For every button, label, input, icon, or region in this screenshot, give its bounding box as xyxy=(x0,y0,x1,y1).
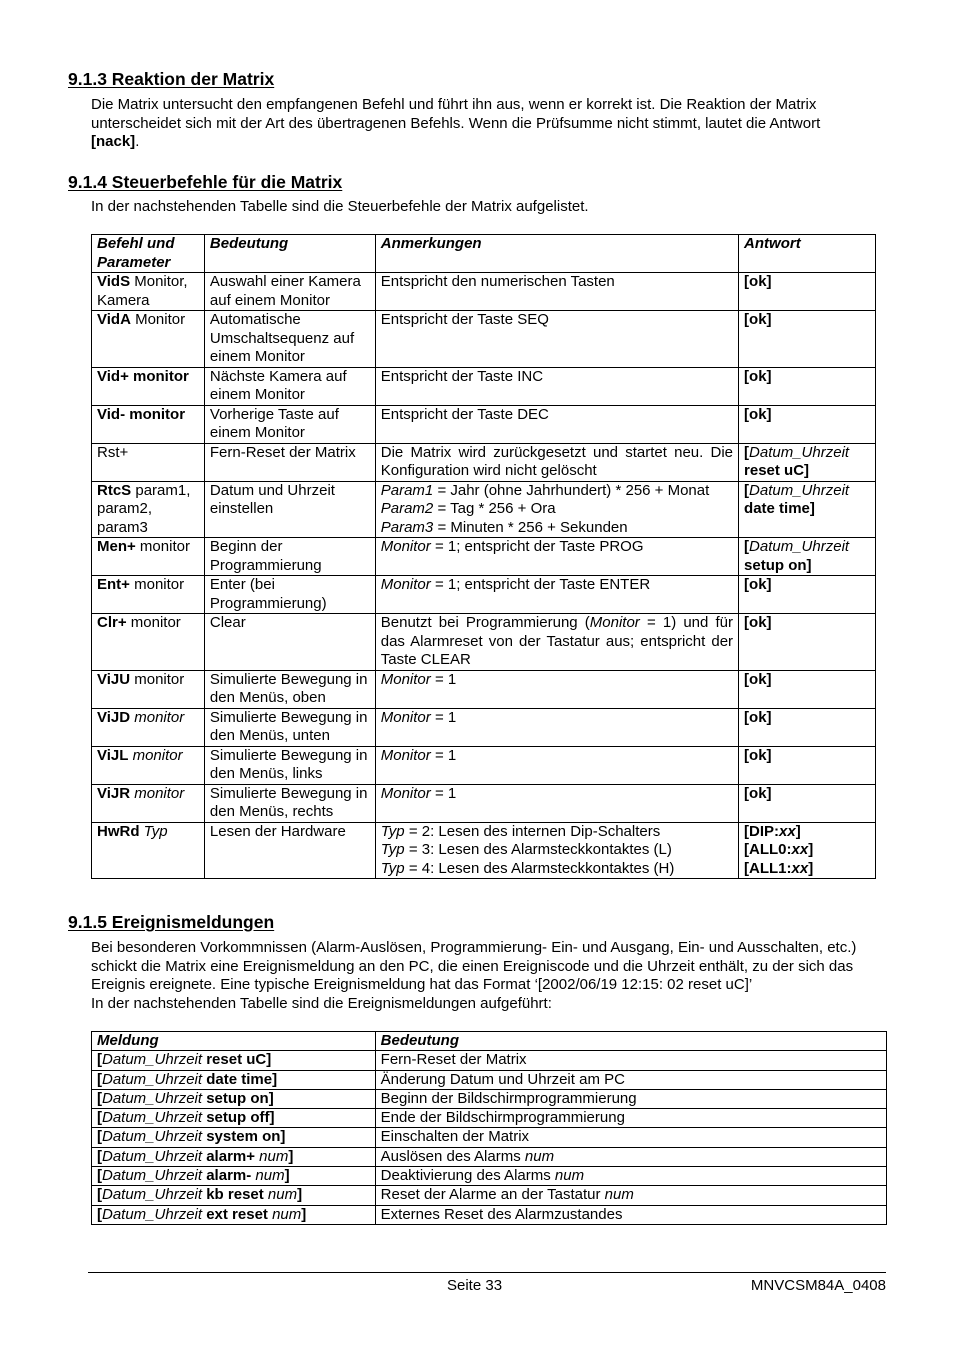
meaning-cell: Beginn der Programmierung xyxy=(204,538,375,576)
command-cell xyxy=(92,670,205,708)
meaning-cell: Datum und Uhrzeit einstellen xyxy=(204,481,375,538)
param-name: Monitor xyxy=(380,708,431,726)
answer-var: xx xyxy=(791,841,809,858)
answer-cell xyxy=(739,311,876,368)
meaning-cell: Simulierte Bewegung in den Menüs, oben xyxy=(204,670,375,708)
note-text: = 1 xyxy=(430,746,457,764)
table-row xyxy=(92,1128,887,1147)
command-cell xyxy=(92,405,205,443)
table-row xyxy=(92,1089,887,1108)
param-text: = Jahr (ohne Jahrhundert) * 256 + Monat xyxy=(433,481,710,499)
bracket: [ xyxy=(97,1147,102,1165)
answer-text: [ok] xyxy=(744,746,772,764)
paragraph-text: In der nachstehenden Tabelle sind die Ereignismeldungen aufgeführt: xyxy=(91,994,552,1012)
note-cell: Entspricht den numerischen Tasten xyxy=(375,273,738,311)
timestamp-var: Datum_Uhrzeit xyxy=(102,1167,203,1185)
param-name: Param3 xyxy=(380,518,434,536)
paragraph-9-1-3 xyxy=(91,96,891,152)
period: . xyxy=(135,133,140,150)
event-message-cell xyxy=(92,1167,376,1186)
param-text: = Tag * 256 + Ora xyxy=(433,500,556,517)
param-name: Param2 xyxy=(380,500,434,517)
header-bedeutung: Bedeutung xyxy=(204,235,375,273)
event-code: reset uC] xyxy=(202,1051,272,1069)
event-message-cell xyxy=(92,1205,376,1224)
event-message-cell xyxy=(92,1109,376,1128)
event-meaning-cell xyxy=(375,1167,886,1186)
meaning-cell: Clear xyxy=(204,614,375,671)
answer-cell xyxy=(739,481,876,538)
note-cell: Entspricht der Taste SEQ xyxy=(375,311,738,368)
bracket: [ xyxy=(97,1051,102,1069)
answer-text: [ALL0: xyxy=(744,841,792,858)
note-cell xyxy=(375,576,738,614)
timestamp-var: Datum_Uhrzeit xyxy=(102,1089,203,1107)
answer-text: [ok] xyxy=(744,273,772,290)
command-name: VidA xyxy=(97,311,131,328)
note-cell xyxy=(375,670,738,708)
table-row xyxy=(92,538,876,576)
event-code: system on] xyxy=(202,1128,286,1146)
command-cell xyxy=(92,746,205,784)
note-text: = 1) und für das Alarmreset von der Tastatur aus; entspricht der Taste CLEAR xyxy=(380,614,734,668)
num-var: num xyxy=(267,1205,302,1223)
answer-cell xyxy=(739,405,876,443)
event-code: date time] xyxy=(202,1070,278,1088)
timestamp-var: Datum_Uhrzeit xyxy=(102,1128,203,1146)
table-row xyxy=(92,481,876,538)
command-cell xyxy=(92,538,205,576)
param-name: Monitor xyxy=(380,538,431,555)
meaning-cell: Enter (bei Programmierung) xyxy=(204,576,375,614)
command-name: Vid- monitor xyxy=(97,405,186,423)
table-header-row xyxy=(92,235,876,273)
param-name: Monitor xyxy=(589,614,640,631)
command-param: monitor xyxy=(130,708,185,726)
paragraph-9-1-5 xyxy=(91,939,886,1013)
event-message-cell xyxy=(92,1147,376,1166)
meaning-cell: Simulierte Bewegung in den Menüs, rechts xyxy=(204,784,375,822)
bracket: ] xyxy=(284,1167,290,1185)
event-meaning-cell: Einschalten der Matrix xyxy=(375,1128,886,1147)
note-cell: Entspricht der Taste DEC xyxy=(375,405,738,443)
table-row xyxy=(92,1109,887,1128)
answer-text: [ok] xyxy=(744,614,772,631)
answer-cell xyxy=(739,614,876,671)
note-cell xyxy=(375,708,738,746)
num-var: num xyxy=(263,1186,298,1204)
event-meaning-cell: Beginn der Bildschirmprogrammierung xyxy=(375,1089,886,1108)
table-row xyxy=(92,784,876,822)
answer-timestamp: Datum_Uhrzeit xyxy=(749,443,850,461)
answer-text: [ok] xyxy=(744,670,772,688)
table-row xyxy=(92,1147,887,1166)
answer-text: [DIP: xyxy=(744,822,780,840)
command-name: Clr+ xyxy=(97,614,127,631)
answer-text: [ok] xyxy=(744,405,772,423)
table-row xyxy=(92,273,876,311)
answer-cell xyxy=(739,670,876,708)
command-param: monitor xyxy=(135,538,190,555)
command-name: Vid+ monitor xyxy=(97,367,189,385)
num-var: num xyxy=(255,1147,289,1165)
command-param: monitor xyxy=(126,614,181,631)
event-meaning-cell: Ende der Bildschirmprogrammierung xyxy=(375,1109,886,1128)
event-code: kb reset xyxy=(202,1186,264,1204)
note-cell xyxy=(375,822,738,879)
event-code: alarm+ xyxy=(202,1147,256,1165)
heading-9-1-3: 9.1.3 Reaktion der Matrix xyxy=(68,69,275,89)
answer-timestamp: Datum_Uhrzeit xyxy=(749,481,850,499)
answer-text: [ok] xyxy=(744,311,772,328)
param-name: Param1 xyxy=(380,481,434,499)
table-row xyxy=(92,443,876,481)
note-text: = 1 xyxy=(430,670,457,688)
command-param: monitor xyxy=(128,746,183,764)
header-befehl xyxy=(92,235,205,273)
meaning-text: Auslösen des Alarms xyxy=(380,1147,521,1165)
table-row xyxy=(92,576,876,614)
heading-9-1-5: 9.1.5 Ereignismeldungen xyxy=(68,912,275,932)
timestamp-var: Datum_Uhrzeit xyxy=(102,1070,203,1088)
answer-cell xyxy=(739,708,876,746)
command-param: param1, param2, param3 xyxy=(97,481,191,536)
note-text: Benutzt bei Programmierung ( xyxy=(380,614,590,631)
bracket: ] xyxy=(288,1147,294,1165)
timestamp-var: Datum_Uhrzeit xyxy=(102,1109,203,1127)
command-name: ViJU xyxy=(97,670,131,688)
paragraph-text: Die Matrix untersucht den empfangenen Befehl und führt ihn aus, wenn er korrekt ist. Die Reaktion der Matrix unterscheidet sich mit der Art des übertragenen Befehls. Wenn die Prüfsumme nicht stimmt, lautet die Antwort xyxy=(91,96,821,132)
note-text: = 1 xyxy=(430,784,457,802)
event-message-cell xyxy=(92,1186,376,1205)
table-row xyxy=(92,1051,887,1070)
answer-bracket: ] xyxy=(808,841,814,858)
bracket: [ xyxy=(97,1205,102,1223)
paragraph-9-1-4: In der nachstehenden Tabelle sind die Steuerbefehle der Matrix aufgelistet. xyxy=(91,198,589,215)
meaning-cell: Vorherige Taste auf einem Monitor xyxy=(204,405,375,443)
answer-text: reset uC] xyxy=(744,462,810,479)
command-cell xyxy=(92,273,205,311)
command-param: Monitor, Kamera xyxy=(97,273,188,309)
event-meaning-cell: Externes Reset des Alarmzustandes xyxy=(375,1205,886,1224)
bracket: ] xyxy=(301,1205,307,1223)
table-row xyxy=(92,1070,887,1089)
answer-text: [ok] xyxy=(744,784,772,802)
table-row xyxy=(92,1205,887,1224)
answer-cell xyxy=(739,576,876,614)
num-var: num xyxy=(600,1186,634,1204)
answer-cell xyxy=(739,443,876,481)
meaning-cell: Lesen der Hardware xyxy=(204,822,375,879)
note-cell xyxy=(375,614,738,671)
table-header-row xyxy=(92,1032,887,1051)
event-code: alarm- xyxy=(202,1167,252,1185)
answer-text: [ok] xyxy=(744,576,772,593)
note-cell xyxy=(375,538,738,576)
answer-text: [ok] xyxy=(744,367,772,385)
answer-cell xyxy=(739,746,876,784)
table-row xyxy=(92,367,876,405)
command-name: VidS xyxy=(97,273,131,290)
note-text: = 2: Lesen des internen Dip-Schalters xyxy=(404,822,661,840)
command-cell xyxy=(92,576,205,614)
answer-text: [ALL1: xyxy=(744,859,792,877)
answer-cell xyxy=(739,784,876,822)
bracket: [ xyxy=(97,1128,102,1146)
event-message-cell xyxy=(92,1128,376,1147)
bracket: [ xyxy=(97,1089,102,1107)
command-name: Men+ xyxy=(97,538,136,555)
note-cell xyxy=(375,481,738,538)
num-var: num xyxy=(251,1167,285,1185)
meaning-cell: Simulierte Bewegung in den Menüs, links xyxy=(204,746,375,784)
param-name: Typ xyxy=(380,841,405,858)
note-cell: Entspricht der Taste INC xyxy=(375,367,738,405)
header-antwort: Antwort xyxy=(739,235,876,273)
command-name: RtcS xyxy=(97,481,132,499)
timestamp-var: Datum_Uhrzeit xyxy=(102,1186,203,1204)
header-text: Parameter xyxy=(97,253,171,271)
event-message-cell xyxy=(92,1070,376,1089)
answer-bracket: ] xyxy=(795,822,801,840)
note-text: = 4: Lesen des Alarmsteckkontaktes (H) xyxy=(404,859,675,877)
command-cell xyxy=(92,614,205,671)
meaning-text: Reset der Alarme an der Tastatur xyxy=(380,1186,601,1204)
command-cell xyxy=(92,311,205,368)
command-name: ViJR xyxy=(97,784,131,802)
meaning-cell: Simulierte Bewegung in den Menüs, unten xyxy=(204,708,375,746)
table-row xyxy=(92,746,876,784)
param-name: Typ xyxy=(380,859,405,877)
answer-cell xyxy=(739,538,876,576)
timestamp-var: Datum_Uhrzeit xyxy=(102,1051,203,1069)
command-cell xyxy=(92,822,205,879)
note-cell xyxy=(375,746,738,784)
command-param: monitor xyxy=(129,576,185,593)
header-text: Befehl und xyxy=(97,235,175,252)
meaning-cell: Fern-Reset der Matrix xyxy=(204,443,375,481)
param-name: Monitor xyxy=(380,576,431,593)
answer-timestamp: Datum_Uhrzeit xyxy=(749,538,850,555)
param-name: Monitor xyxy=(380,746,431,764)
table-row xyxy=(92,670,876,708)
event-message-cell xyxy=(92,1051,376,1070)
command-name: ViJD xyxy=(97,708,131,726)
answer-bracket: [ xyxy=(744,481,750,499)
answer-cell xyxy=(739,822,876,879)
event-code: setup off] xyxy=(202,1109,275,1127)
bracket: ] xyxy=(297,1186,303,1204)
table-row xyxy=(92,614,876,671)
header-bedeutung: Bedeutung xyxy=(375,1032,886,1051)
command-name: HwRd xyxy=(97,822,140,840)
command-cell xyxy=(92,367,205,405)
header-anmerkungen: Anmerkungen xyxy=(375,235,738,273)
note-cell: Die Matrix wird zurückgesetzt und startet neu. Die Konfiguration wird nicht gelöscht xyxy=(375,443,738,481)
answer-text: setup on] xyxy=(744,556,812,574)
event-meaning-cell xyxy=(375,1186,886,1205)
event-meaning-cell: Änderung Datum und Uhrzeit am PC xyxy=(375,1070,886,1089)
note-cell xyxy=(375,784,738,822)
timestamp-var: Datum_Uhrzeit xyxy=(102,1205,203,1223)
answer-bracket: [ xyxy=(744,443,750,461)
command-cell xyxy=(92,481,205,538)
footer-divider xyxy=(88,1272,886,1273)
answer-cell xyxy=(739,367,876,405)
param-text: = Minuten * 256 + Sekunden xyxy=(433,518,628,536)
meaning-cell: Auswahl einer Kamera auf einem Monitor xyxy=(204,273,375,311)
nack-label: [nack] xyxy=(91,133,136,150)
table-row xyxy=(92,708,876,746)
param-name: Typ xyxy=(380,822,405,840)
answer-text: [ok] xyxy=(744,708,772,726)
event-message-cell xyxy=(92,1089,376,1108)
table-row xyxy=(92,1167,887,1186)
event-table xyxy=(91,1031,887,1225)
answer-bracket: ] xyxy=(808,859,814,877)
meaning-cell: Automatische Umschaltsequenz auf einem Monitor xyxy=(204,311,375,368)
answer-text: date time] xyxy=(744,500,815,517)
event-meaning-cell xyxy=(375,1147,886,1166)
bracket: [ xyxy=(97,1186,102,1204)
event-code: ext reset xyxy=(202,1205,268,1223)
num-var: num xyxy=(520,1147,555,1165)
timestamp-var: Datum_Uhrzeit xyxy=(102,1147,203,1165)
note-text: = 1; entspricht der Taste PROG xyxy=(430,538,644,555)
page-number: Seite 33 xyxy=(447,1277,503,1294)
command-cell xyxy=(92,708,205,746)
event-meaning-cell: Fern-Reset der Matrix xyxy=(375,1051,886,1070)
answer-cell xyxy=(739,273,876,311)
meaning-cell: Nächste Kamera auf einem Monitor xyxy=(204,367,375,405)
event-code: setup on] xyxy=(202,1089,274,1107)
command-name: Ent+ xyxy=(97,576,130,593)
answer-var: xx xyxy=(791,859,809,877)
answer-bracket: [ xyxy=(744,538,750,555)
command-cell: Rst+ xyxy=(92,443,205,481)
param-name: Monitor xyxy=(380,670,431,688)
table-row xyxy=(92,405,876,443)
command-param: Monitor xyxy=(130,311,186,328)
command-param: monitor xyxy=(130,784,185,802)
command-param: monitor xyxy=(130,670,185,688)
command-name: ViJL xyxy=(97,746,129,764)
paragraph-text: Bei besonderen Vorkommnissen (Alarm-Auslösen, Programmierung- Ein- und Ausgang, Ein- und Ausschalten, etc.) schickt die Matrix eine Ereignismeldung an den PC, die einen Ereigniscode und die Uhrzeit enthält, zu der sich das Ereignis ereignete. Eine typische Ereignismeldung hat das Format ‘[2002/06/19 12:15: 02 reset uC]’ xyxy=(91,939,857,993)
table-row xyxy=(92,822,876,879)
command-param: Typ xyxy=(139,822,168,840)
table-row xyxy=(92,1186,887,1205)
header-meldung: Meldung xyxy=(92,1032,376,1051)
note-text: = 3: Lesen des Alarmsteckkontaktes (L) xyxy=(404,841,672,858)
heading-9-1-4: 9.1.4 Steuerbefehle für die Matrix xyxy=(68,172,343,192)
command-cell xyxy=(92,784,205,822)
note-text: = 1 xyxy=(430,708,457,726)
meaning-text: Deaktivierung des Alarms xyxy=(380,1167,551,1185)
param-name: Monitor xyxy=(380,784,431,802)
bracket: [ xyxy=(97,1109,102,1127)
note-text: = 1; entspricht der Taste ENTER xyxy=(430,576,651,593)
answer-var: xx xyxy=(779,822,796,840)
command-table xyxy=(91,234,876,879)
bracket: [ xyxy=(97,1167,102,1185)
table-row xyxy=(92,311,876,368)
document-code: MNVCSM84A_0408 xyxy=(750,1277,886,1294)
bracket: [ xyxy=(97,1070,102,1088)
num-var: num xyxy=(550,1167,585,1185)
